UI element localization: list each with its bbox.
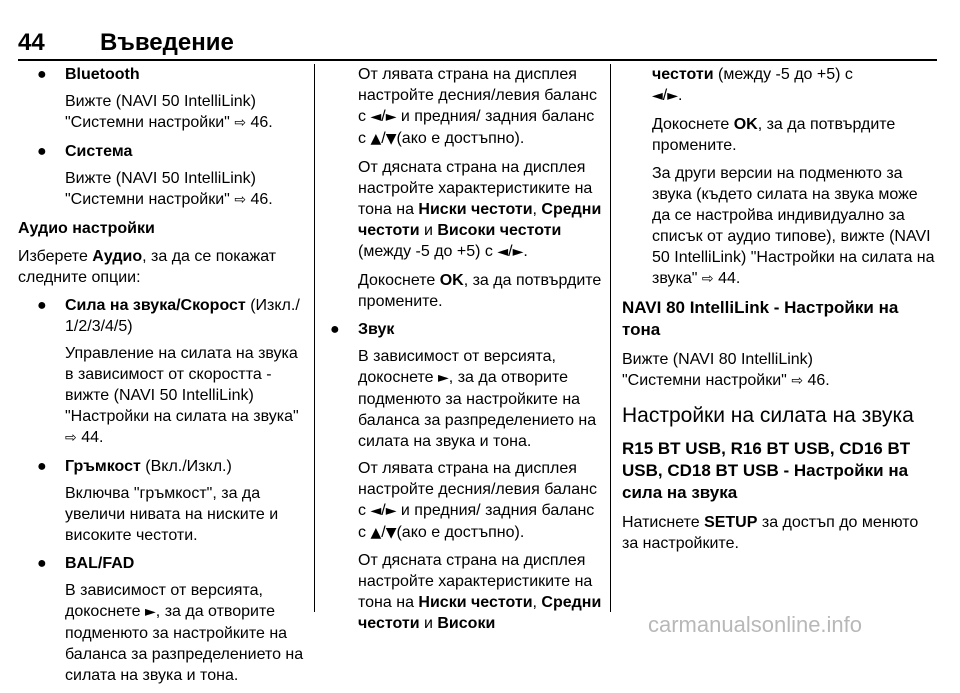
watermark: carmanualsonline.info [648, 612, 863, 637]
list-item-bluetooth: ● Bluetooth Вижте (NAVI 50 IntelliLink) "Системни настройки" ⇨ 46. [18, 64, 304, 134]
left-triangle-icon: ◄ [370, 503, 382, 519]
left-triangle-icon: ◄ [497, 244, 509, 260]
right-triangle-icon: ► [512, 244, 524, 260]
list-item-bal-fad: ● BAL/FAD В зависимост от версията, докоснете ►, за да отворите подменюто за настройките на баланса за разпределението на силата на звука и тона. [37, 555, 304, 684]
left-triangle-icon: ◄ [370, 109, 382, 125]
reference-arrow-icon: ⇨ [65, 430, 77, 446]
up-triangle-icon: ▲ [370, 525, 382, 541]
bullet: ● [37, 458, 47, 475]
item-label: Bluetooth [65, 66, 140, 83]
header-rule [18, 59, 937, 61]
list-item-system: ● Система Вижте (NAVI 50 IntelliLink) "Системни настройки" ⇨ 46. [18, 141, 304, 211]
bullet: ● [37, 143, 47, 160]
column-3: честоти (между -5 до +5) с ◄/►. Докоснете OK, за да потвърдите промените. За други версии на подменюто за звука (където силата на звука може да се настройва индивидуално за списък от аудио типове), вижте (NAVI 50 IntelliLink) "Настройки на силата на звука" ⇨ 44. NAVI 80 IntelliLink - Настройки на тона Вижте (NAVI 80 IntelliLink) "Системни настройки" ⇨ 46. Настройки на силата на звука R15 BT USB, R16 BT USB, CD16 BT USB, CD18 BT USB - Настройки на сила на звука Натиснете SETUP за достъп до менюто за настройките. [622, 64, 938, 561]
audio-intro: Изберете Аудио, за да се покажат следните опции: [18, 248, 277, 286]
sound-continued: честоти (между -5 до +5) с ◄/►. Докоснете OK, за да потвърдите промените. За други версии на подменюто за звука (където силата на звука може да се настройва индивидуално за списък от аудио типове), вижте (NAVI 50 IntelliLink) "Настройки на силата на звука" ⇨ 44. [652, 66, 935, 287]
list-item-loudness: ● Гръмкост (Вкл./Изкл.) Включва "гръмкост", за да увеличи нивата на ниските и високите честоти. [37, 458, 279, 544]
subsection-heading: Аудио настройки [18, 220, 155, 237]
reference-arrow-icon: ⇨ [234, 192, 247, 208]
list-item-speed-volume: ● Сила на звука/Скорост (Изкл./ 1/2/3/4/5) Управление на силата на звука в зависимост от скоростта - вижте (NAVI 50 IntelliLink) "Настройки на силата на звука" ⇨ 44. [37, 297, 300, 446]
column-2: От лявата страна на дисплея настройте десния/левия баланс с ◄/► и предния/ задния баланс с ▲/▼(ако е достъпно). От дясната страна на дисплея настройте характеристиките на тона на Ниски честоти, Средни честоти и Високи честоти (между -5 до +5) с ◄/►. Докоснете OK, за да потвърдите промените. ● Звук В зависимост от версията, докоснете ►, за да отворите подменюто за настройките на баланса за разпределението на силата на звука и тона. От лявата страна на дисплея настройте десния/левия баланс с ◄/► и предния/ задния баланс с ▲/▼(ако е достъпно). От дясната страна на дисплея настройте характеристиките на тона на Ниски честоти, Средни честоти и Високи [358, 64, 602, 641]
column-1 [18, 64, 304, 693]
bullet: ● [37, 297, 47, 314]
page-number: 44 [18, 29, 45, 56]
down-triangle-icon: ▼ [385, 131, 397, 147]
list-item-sound: ● Звук В зависимост от версията, докоснете ►, за да отворите подменюто за настройките на баланса за разпределението на силата на звука и тона. От лявата страна на дисплея настройте десния/левия баланс с ◄/► и предния/ задния баланс с ▲/▼(ако е достъпно). От дясната страна на дисплея настройте характеристиките на тона на Ниски честоти, Средни честоти и Високи [330, 321, 602, 632]
page-header [18, 28, 234, 58]
r15-heading: R15 BT USB, R16 BT USB, CD16 BT USB, CD18 BT USB - Настройки на сила на звука [622, 439, 911, 502]
right-triangle-icon: ► [438, 370, 449, 386]
page-title: Въведение [100, 29, 234, 56]
reference-arrow-icon: ⇨ [701, 271, 714, 287]
item-label: Система [65, 143, 133, 160]
reference-arrow-icon: ⇨ [234, 115, 247, 131]
section-title: Настройки на силата на звука [622, 404, 914, 427]
navi80-heading: NAVI 80 IntelliLink - Настройки на тона [622, 298, 899, 339]
right-triangle-icon: ► [667, 88, 679, 104]
bullet: ● [37, 66, 47, 83]
right-triangle-icon: ► [385, 503, 397, 519]
column-divider-2 [610, 64, 611, 612]
left-triangle-icon: ◄ [652, 88, 663, 104]
down-triangle-icon: ▼ [385, 525, 397, 541]
right-triangle-icon: ► [385, 109, 397, 125]
bullet: ● [37, 555, 47, 572]
bullet: ● [330, 321, 340, 338]
reference-arrow-icon: ⇨ [791, 373, 804, 389]
up-triangle-icon: ▲ [370, 131, 382, 147]
right-triangle-icon: ► [145, 604, 156, 620]
